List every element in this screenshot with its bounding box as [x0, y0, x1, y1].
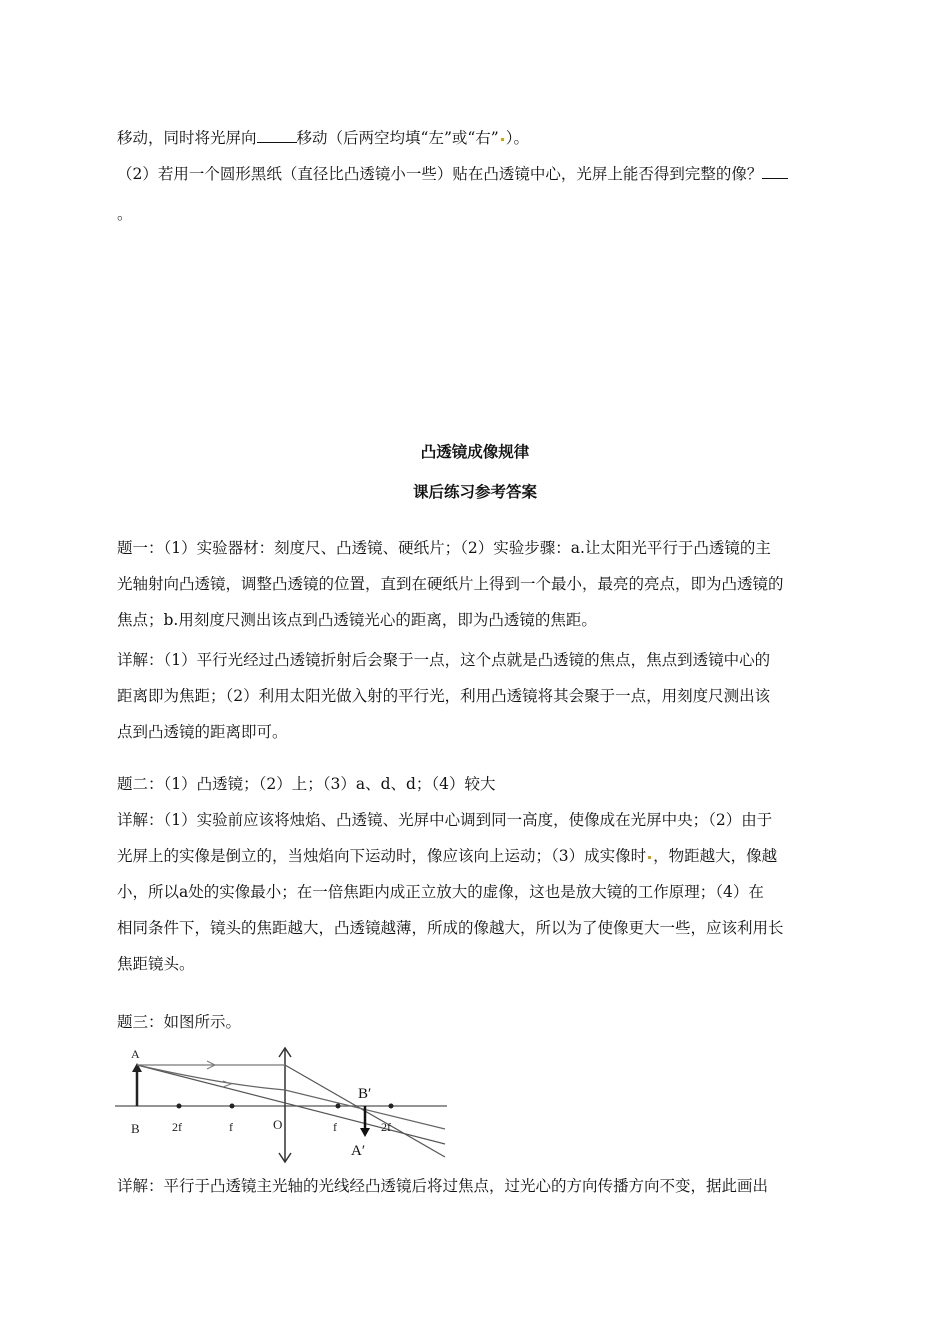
third-ray — [137, 1065, 445, 1129]
lens-ray-diagram — [115, 1045, 450, 1165]
q3-answer — [117, 1004, 837, 1040]
label-f-right: f — [333, 1120, 337, 1134]
text-line: 题一：（1）实验器材：刻度尺、凸透镜、硬纸片；（2）实验步骤：a.让太阳光平行于凸透镜的主 — [117, 539, 771, 557]
label-B: B — [131, 1121, 140, 1136]
label-2f-right: 2f — [381, 1120, 391, 1134]
text-line: 点到凸透镜的距离即可。 — [117, 723, 288, 741]
ray-arrow — [223, 1081, 231, 1087]
text-line: 详解：平行于凸透镜主光轴的光线经凸透镜后将过焦点，过光心的方向传播方向不变，据此画出 — [117, 1177, 769, 1195]
label-2f-left: 2f — [172, 1120, 182, 1134]
text-line: 题三：如图所示。 — [117, 1013, 242, 1031]
point-f-right — [336, 1104, 341, 1109]
label-A: A — [131, 1047, 140, 1061]
text-line: 详解：（1）平行光经过凸透镜折射后会聚于一点，这个点就是凸透镜的焦点，焦点到透镜中心的 — [117, 651, 771, 669]
text-line: 题二：（1）凸透镜；（2）上；（3）a、d、d；（4）较大 — [117, 775, 496, 793]
point-2f-left — [177, 1104, 182, 1109]
question-line-1 — [117, 126, 529, 148]
text-line: 光轴射向凸透镜，调整凸透镜的位置，直到在硬纸片上得到一个最小，最亮的亮点，即为凸透镜的 — [117, 575, 784, 593]
question-line-3 — [117, 204, 133, 224]
question-line-2 — [117, 162, 788, 184]
text-line: 光屏上的实像是倒立的，当烛焰向下运动时，像应该向上运动；（3）成实像时 — [117, 847, 647, 865]
q1-answer — [117, 530, 837, 638]
text-line: ，物距越大，像越 — [653, 847, 778, 865]
q3-detail — [117, 1168, 837, 1204]
question-line-1-part-a: 移动，同时将光屏向 — [117, 129, 257, 147]
point-2f-right — [389, 1104, 394, 1109]
label-f-left: f — [229, 1120, 233, 1134]
answer-title: 凸透镜成像规律 — [420, 443, 530, 461]
label-B-prime: B′ — [358, 1086, 372, 1102]
answer-blank — [762, 162, 788, 179]
text-line: 详解：（1）实验前应该将烛焰、凸透镜、光屏中心调到同一高度，使像成在光屏中央；（2）由于 — [117, 811, 773, 829]
label-A-prime: A′ — [351, 1143, 366, 1159]
point-f-left — [230, 1104, 235, 1109]
q2-answer — [117, 766, 837, 802]
text-line: 相同条件下，镜头的焦距越大，凸透镜越薄，所成的像越大，所以为了使像更大一些，应该利用长 — [117, 919, 784, 937]
central-ray — [137, 1065, 445, 1144]
marker-dot — [648, 856, 651, 859]
answer-subtitle: 课后练习参考答案 — [412, 483, 537, 501]
text-line: 焦距镜头。 — [117, 955, 195, 973]
question-line-1-part-b: 移动（后两空均填“左”或“右” — [296, 129, 499, 147]
text-line: 小，所以a处的实像最小；在一倍焦距内成正立放大的虚像，这也是放大镜的工作原理；（4）在 — [117, 883, 764, 901]
q2-detail — [117, 802, 837, 982]
object-arrow-head — [132, 1063, 142, 1072]
text-line: 距离即为焦距；（2）利用太阳光做入射的平行光，利用凸透镜将其会聚于一点，用刻度尺测出该 — [117, 687, 771, 705]
marker-dot — [501, 138, 504, 141]
answer-blank — [257, 126, 297, 143]
q1-detail — [117, 642, 837, 750]
question-line-1-part-c: ）。 — [505, 129, 529, 147]
label-O: O — [273, 1117, 283, 1132]
question-line-3-text: 。 — [117, 205, 133, 223]
question-line-2-text: （2）若用一个圆形黑纸（直径比凸透镜小一些）贴在凸透镜中心，光屏上能否得到完整的像？ — [117, 165, 763, 183]
text-line: 焦点；b.用刻度尺测出该点到凸透镜光心的距离，即为凸透镜的焦距。 — [117, 611, 597, 629]
image-arrow-head — [360, 1128, 370, 1137]
